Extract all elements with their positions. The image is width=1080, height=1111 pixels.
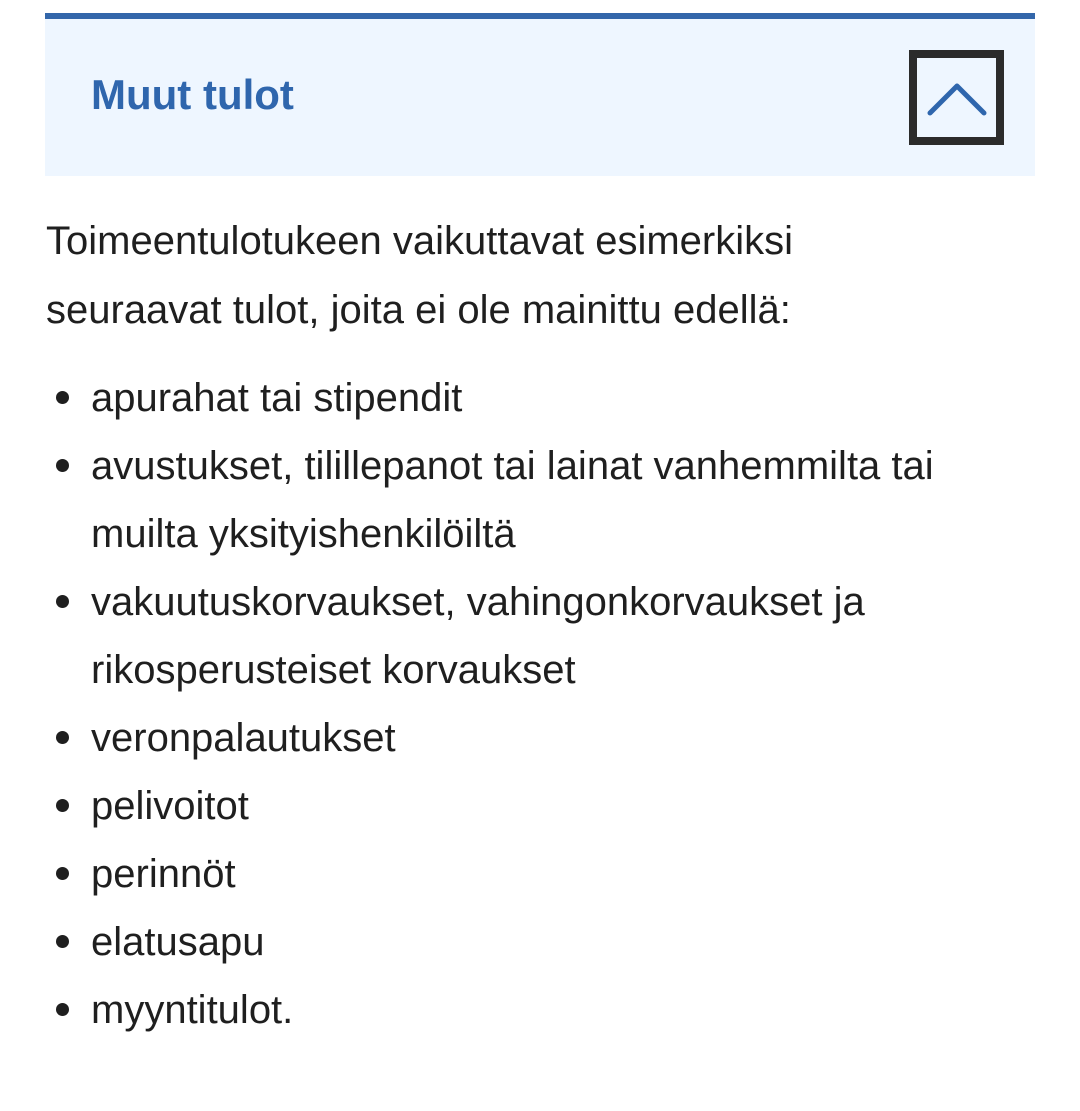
list-item-text: apurahat tai stipendit [91, 376, 463, 420]
list-item [46, 568, 946, 704]
accordion-header[interactable] [45, 13, 1035, 176]
income-list [46, 364, 946, 1044]
intro-text: Toimeentulotukeen vaikuttavat esimerkiksi seuraavat tulot, joita ei ole mainittu edellä: [46, 219, 794, 332]
bullet-icon [56, 867, 69, 880]
list-item-text: veronpalautukset [91, 716, 396, 760]
accordion-muut-tulot [45, 13, 1035, 176]
bullet-icon [56, 1003, 69, 1016]
bullet-icon [56, 459, 69, 472]
bullet-icon [56, 391, 69, 404]
list-item [46, 432, 946, 568]
collapse-toggle-button[interactable] [909, 50, 1004, 145]
chevron-up-icon [927, 78, 987, 118]
bullet-icon [56, 731, 69, 744]
bullet-icon [56, 935, 69, 948]
list-item-text: elatusapu [91, 920, 265, 964]
list-item-text: pelivoitot [91, 784, 249, 828]
list-item [46, 364, 946, 432]
list-item [46, 704, 946, 772]
list-item-text: vakuutuskorvaukset, vahingonkorvaukset ja rikosperusteiset korvaukset [91, 580, 865, 692]
list-item-text: avustukset, tilillepanot tai lainat vanhemmilta tai muilta yksityishenkilöiltä [91, 444, 934, 556]
accordion-title[interactable]: Muut tulot [91, 71, 294, 118]
list-item-text: myyntitulot. [91, 988, 294, 1032]
bullet-icon [56, 595, 69, 608]
list-item [46, 772, 946, 840]
bullet-icon [56, 799, 69, 812]
list-item [46, 976, 946, 1044]
list-item [46, 840, 946, 908]
list-item [46, 908, 946, 976]
list-item-text: perinnöt [91, 852, 236, 896]
